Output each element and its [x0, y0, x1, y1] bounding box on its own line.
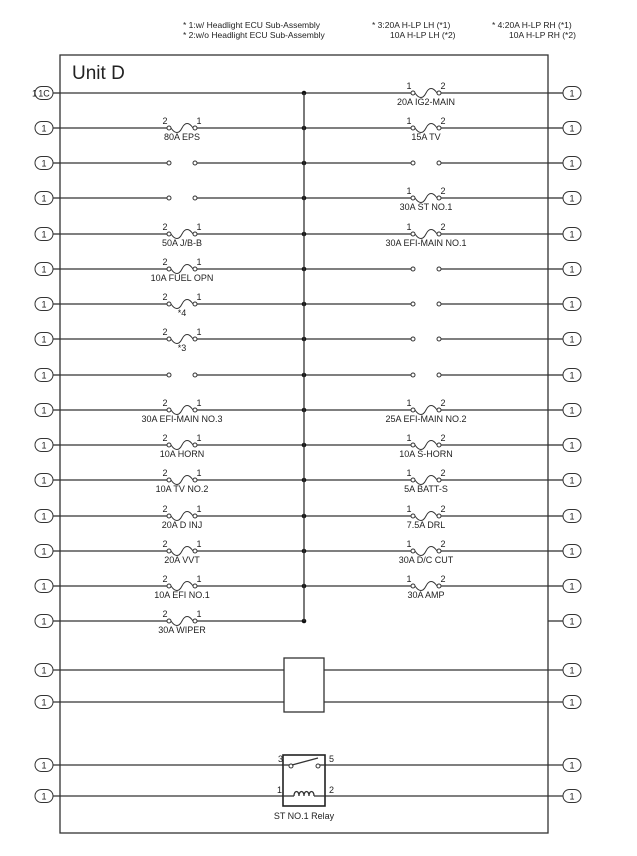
- terminal: [437, 91, 441, 95]
- terminal: [193, 196, 197, 200]
- terminal: [193, 584, 197, 588]
- fuse-label: 20A IG2-MAIN: [396, 97, 456, 107]
- relay-icon: [283, 755, 325, 806]
- pin-label: 1: [196, 609, 202, 619]
- pin-label: 2: [440, 116, 446, 126]
- pin-label: 2: [162, 257, 168, 267]
- fuse-label: 30A WIPER: [158, 625, 206, 635]
- terminal: [193, 408, 197, 412]
- connector-left-label: 1: [41, 299, 47, 310]
- terminal: [193, 373, 197, 377]
- connector-left-label: 1: [41, 405, 47, 416]
- fuse-label: 10A S-HORN: [399, 449, 453, 459]
- terminal: [167, 267, 171, 271]
- connector-left-label: 1: [41, 546, 47, 557]
- pin-label: 2: [162, 327, 168, 337]
- connector-left-label: 1: [41, 264, 47, 275]
- terminal: [437, 302, 441, 306]
- pin-label: 2: [440, 222, 446, 232]
- connector-right-label: 1: [569, 511, 575, 522]
- terminal: [411, 302, 415, 306]
- pin-label: 1: [406, 504, 412, 514]
- fuse-label: 10A HORN: [159, 449, 205, 459]
- fuse-label: 30A ST NO.1: [399, 202, 453, 212]
- connector-right-label: 1: [569, 334, 575, 345]
- pin-label: 1: [406, 398, 412, 408]
- terminal: [411, 126, 415, 130]
- note-3a: * 3:20A H-LP LH (*1): [372, 20, 451, 30]
- terminal: [193, 161, 197, 165]
- note-4b: 10A H-LP RH (*2): [509, 30, 576, 40]
- terminal: [437, 196, 441, 200]
- fuse-label: 5A BATT-S: [404, 484, 448, 494]
- pin-label: 1: [196, 539, 202, 549]
- note-2: * 2:w/o Headlight ECU Sub-Assembly: [183, 30, 325, 40]
- fuse-label: 30A D/C CUT: [398, 555, 454, 565]
- pin-label: 2: [440, 504, 446, 514]
- note-4a: * 4:20A H-LP RH (*1): [492, 20, 572, 30]
- terminal: [193, 549, 197, 553]
- connector-right-label: 1: [569, 193, 575, 204]
- fuse-label: 30A EFI-MAIN NO.3: [141, 414, 223, 424]
- terminal: [411, 373, 415, 377]
- terminal: [437, 232, 441, 236]
- terminal: [437, 373, 441, 377]
- terminal: [193, 232, 197, 236]
- connector-right-label: 1: [569, 158, 575, 169]
- fuse-label: *4: [177, 308, 187, 318]
- terminal: [193, 619, 197, 623]
- connector-right-label: 1: [569, 791, 575, 802]
- component-box: [284, 658, 324, 712]
- pin-label: 1: [196, 398, 202, 408]
- terminal: [437, 161, 441, 165]
- terminal: [193, 337, 197, 341]
- connector-left-label: 1: [41, 334, 47, 345]
- pin-label: 2: [162, 433, 168, 443]
- terminal: [411, 584, 415, 588]
- terminal: [411, 549, 415, 553]
- terminal: [411, 514, 415, 518]
- fuse-label: 10A EFI NO.1: [154, 590, 210, 600]
- fuse-label: 20A D INJ: [161, 520, 203, 530]
- relay-pin: 5: [329, 754, 335, 764]
- terminal: [167, 126, 171, 130]
- relay-pin: 2: [329, 785, 335, 795]
- terminal: [193, 478, 197, 482]
- terminal: [411, 478, 415, 482]
- terminal: [437, 584, 441, 588]
- pin-label: 1: [196, 292, 202, 302]
- pin-label: 2: [440, 433, 446, 443]
- connector-right-label: 1: [569, 440, 575, 451]
- terminal: [437, 478, 441, 482]
- pin-label: 1: [406, 116, 412, 126]
- note-3b: 10A H-LP LH (*2): [390, 30, 456, 40]
- terminal: [167, 373, 171, 377]
- pin-label: 1: [406, 433, 412, 443]
- connector-right-label: 1: [569, 581, 575, 592]
- fuse-label: *3: [177, 343, 187, 353]
- connector-right-label: 1: [569, 546, 575, 557]
- fuse-label: 30A AMP: [407, 590, 445, 600]
- pin-label: 2: [162, 222, 168, 232]
- pin-label: 2: [162, 116, 168, 126]
- terminal: [193, 126, 197, 130]
- terminal: [167, 196, 171, 200]
- connector-right-label: 1: [569, 370, 575, 381]
- pin-label: 2: [440, 539, 446, 549]
- pin-label: 1: [406, 468, 412, 478]
- pin-label: 1: [196, 116, 202, 126]
- terminal: [437, 514, 441, 518]
- fuse-label: 25A EFI-MAIN NO.2: [385, 414, 467, 424]
- relay-pin: 3: [278, 754, 284, 764]
- pin-label: 1: [406, 81, 412, 91]
- pin-label: 1: [196, 327, 202, 337]
- connector-right-label: 1: [569, 475, 575, 486]
- connector-left-label: 1: [41, 760, 47, 771]
- pin-label: 2: [162, 539, 168, 549]
- pin-label: 1: [406, 222, 412, 232]
- connector-left-label: 1: [41, 791, 47, 802]
- pin-label: 2: [162, 504, 168, 514]
- connector-left-label: 1: [41, 511, 47, 522]
- terminal: [437, 408, 441, 412]
- terminal: [193, 302, 197, 306]
- fuse-label: 10A FUEL OPN: [150, 273, 214, 283]
- connector-left-label: 1: [41, 158, 47, 169]
- pin-label: 2: [440, 81, 446, 91]
- connector-right-label: 1: [569, 616, 575, 627]
- terminal: [437, 443, 441, 447]
- terminal: [167, 619, 171, 623]
- connector-left-label: 1: [41, 581, 47, 592]
- fuse-label: 7.5A DRL: [406, 520, 446, 530]
- terminal: [411, 196, 415, 200]
- fuse-label: 30A EFI-MAIN NO.1: [385, 238, 467, 248]
- pin-label: 1: [406, 574, 412, 584]
- terminal: [411, 337, 415, 341]
- terminal: [167, 337, 171, 341]
- connector-left-label: 1: [41, 440, 47, 451]
- terminal: [167, 584, 171, 588]
- terminal: [437, 337, 441, 341]
- terminal: [411, 91, 415, 95]
- pin-label: 2: [162, 574, 168, 584]
- terminal: [167, 408, 171, 412]
- pin-label: 1: [196, 504, 202, 514]
- terminal: [167, 302, 171, 306]
- pin-label: 1: [196, 257, 202, 267]
- pin-label: 2: [162, 609, 168, 619]
- terminal: [411, 443, 415, 447]
- connector-right-label: 1: [569, 123, 575, 134]
- relay-label: ST NO.1 Relay: [273, 811, 335, 821]
- connector-left-label: 1: [41, 193, 47, 204]
- terminal: [437, 267, 441, 271]
- terminal: [167, 161, 171, 165]
- connector-right-label: 1: [569, 229, 575, 240]
- connector-right-label: 1: [569, 405, 575, 416]
- terminal: [411, 408, 415, 412]
- connector-left-label: 1C: [38, 88, 50, 99]
- terminal: [193, 443, 197, 447]
- connector-left-label: 1: [41, 475, 47, 486]
- connector-right-label: 1: [569, 665, 575, 676]
- terminal: [167, 443, 171, 447]
- terminal: [316, 764, 320, 768]
- terminal: [411, 161, 415, 165]
- terminal: [167, 549, 171, 553]
- terminal: [437, 549, 441, 553]
- terminal: [193, 514, 197, 518]
- terminal: [167, 478, 171, 482]
- pin-label: 2: [162, 292, 168, 302]
- fuse-label: 10A TV NO.2: [155, 484, 209, 494]
- pin-label: 1: [196, 433, 202, 443]
- fuse-label: 50A J/B-B: [161, 238, 203, 248]
- fuse-label: 15A TV: [411, 132, 441, 142]
- terminal: [437, 126, 441, 130]
- pin-label: 1: [406, 539, 412, 549]
- connector-right-label: 1: [569, 264, 575, 275]
- fuse-label: 20A VVT: [164, 555, 200, 565]
- connector-left-label: 1: [41, 229, 47, 240]
- pin-label: 1: [196, 574, 202, 584]
- note-1: * 1:w/ Headlight ECU Sub-Assembly: [183, 20, 321, 30]
- connector-right-label: 1: [569, 88, 575, 99]
- connector-right-label: 1: [569, 299, 575, 310]
- terminal: [193, 267, 197, 271]
- connector-right-label: 1: [569, 697, 575, 708]
- connector-right-label: 1: [569, 760, 575, 771]
- pin-label: 1: [196, 222, 202, 232]
- pin-label: 1: [406, 186, 412, 196]
- connector-left-label: 1: [41, 123, 47, 134]
- pin-label: 2: [440, 468, 446, 478]
- pin-label: 2: [162, 398, 168, 408]
- terminal: [411, 267, 415, 271]
- connector-left-label: 1: [41, 616, 47, 627]
- pin-label: 2: [440, 574, 446, 584]
- fuse-label: 80A EPS: [163, 132, 201, 142]
- pin-label: 2: [440, 186, 446, 196]
- terminal: [167, 232, 171, 236]
- connector-pin: 1: [32, 88, 38, 99]
- unit-title: Unit D: [72, 63, 125, 84]
- relay-pin: 1: [277, 785, 283, 795]
- connector-left-label: 1: [41, 665, 47, 676]
- pin-label: 2: [440, 398, 446, 408]
- pin-label: 1: [196, 468, 202, 478]
- pin-label: 2: [162, 468, 168, 478]
- terminal: [411, 232, 415, 236]
- connector-left-label: 1: [41, 370, 47, 381]
- terminal: [167, 514, 171, 518]
- connector-left-label: 1: [41, 697, 47, 708]
